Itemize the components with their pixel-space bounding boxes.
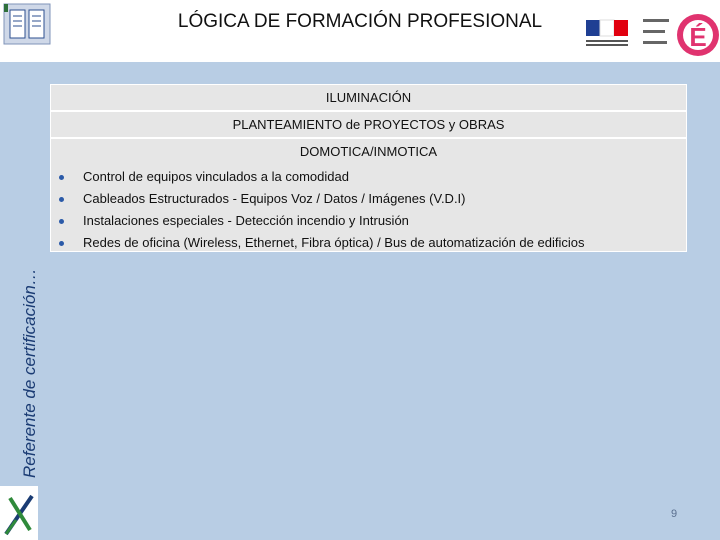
table-row-iluminacion: [50, 84, 687, 111]
bullet-icon: [59, 197, 64, 202]
bullet-text: Cableados Estructurados - Equipos Voz / Datos / Imágenes (V.D.I): [83, 191, 466, 206]
list-item: [51, 166, 584, 188]
bullet-text: Instalaciones especiales - Detección incendio y Intrusión: [83, 213, 409, 228]
crossed-tools-icon: [2, 490, 36, 538]
bullet-text: Redes de oficina (Wireless, Ethernet, Fibra óptica) / Bus de automatización de edificios: [83, 235, 585, 250]
page-number: 9: [670, 508, 678, 520]
list-item: [51, 188, 584, 210]
french-republic-logo: [584, 18, 632, 50]
bullet-icon: [59, 219, 64, 224]
row-label: DOMOTICA/INMOTICA: [299, 144, 438, 159]
table-row-domotica: [50, 138, 687, 252]
row-label: ILUMINACIÓN: [325, 90, 412, 105]
binder-document-icon: [2, 2, 52, 46]
svg-text:É: É: [689, 22, 707, 52]
side-label: Referente de certificación…: [20, 268, 39, 478]
slide-header: [0, 0, 720, 62]
education-e-logo: [670, 2, 720, 60]
bullet-list: [51, 166, 584, 254]
bullet-icon: [59, 241, 64, 246]
row-label: PLANTEAMIENTO de PROYECTOS y OBRAS: [232, 117, 505, 132]
table-row-planteamiento: [50, 111, 687, 138]
bullet-text: Control de equipos vinculados a la comodidad: [83, 169, 349, 184]
list-item: [51, 210, 584, 232]
page-title: LÓGICA DE FORMACIÓN PROFESIONAL: [177, 11, 543, 32]
bullet-icon: [59, 175, 64, 180]
list-item: [51, 232, 584, 254]
